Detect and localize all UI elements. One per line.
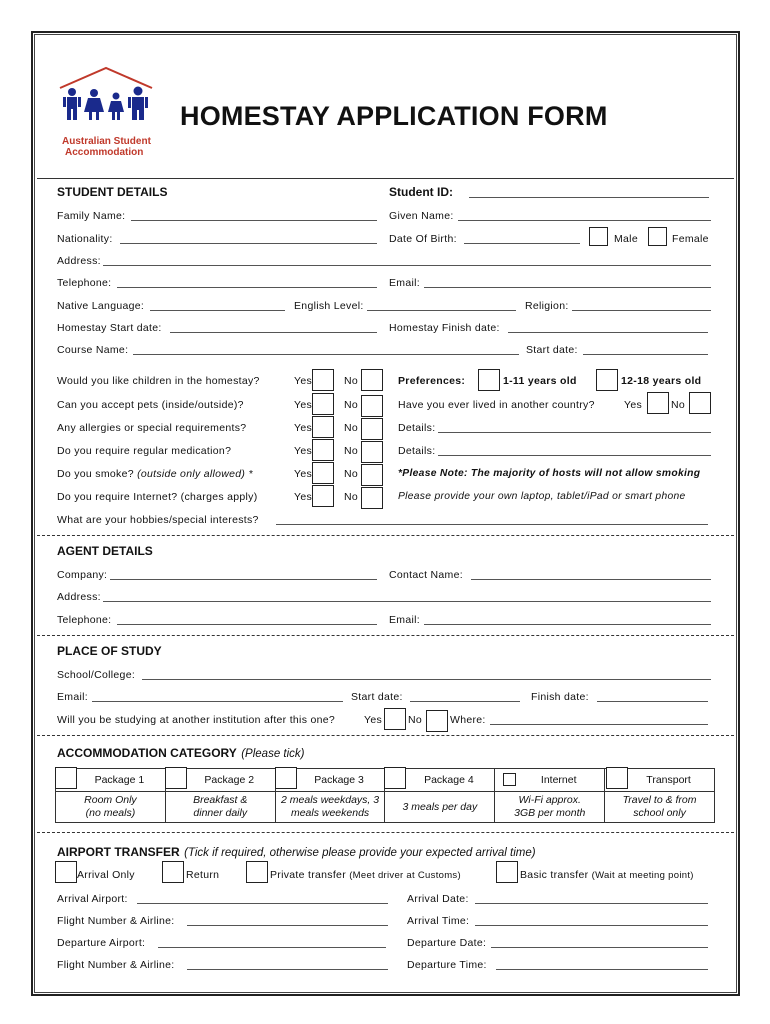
homestay-start-label: Homestay Start date: (57, 322, 162, 334)
family-name-field[interactable] (131, 220, 377, 221)
given-name-field[interactable] (458, 220, 711, 221)
package-3-desc (275, 792, 385, 823)
another-institution-question: Will you be studying at another institution after this one? (57, 714, 336, 726)
arrival-only-checkbox[interactable] (55, 861, 77, 883)
basic-transfer-text: Basic transfer (520, 869, 589, 881)
no-label: No (344, 468, 359, 480)
private-transfer-checkbox[interactable] (246, 861, 268, 883)
transport-cell[interactable] (605, 769, 715, 792)
arrival-date-label: Arrival Date: (407, 893, 469, 905)
internet-yes-checkbox[interactable] (312, 485, 334, 507)
course-start-label: Start date: (526, 344, 578, 356)
section-title-accommodation (57, 744, 305, 762)
private-transfer-label (270, 869, 461, 881)
package-3-label: Package 3 (314, 774, 364, 786)
agent-company-field[interactable] (110, 579, 377, 580)
course-name-field[interactable] (133, 354, 519, 355)
internet-cell[interactable] (495, 769, 605, 792)
allergies-yes-checkbox[interactable] (312, 416, 334, 438)
package-4-checkbox[interactable] (384, 767, 406, 789)
divider (37, 178, 734, 179)
hobbies-label: What are your hobbies/special interests? (57, 514, 259, 526)
section-title-study: PLACE OF STUDY (57, 644, 162, 658)
question-smoke-note: (outside only allowed) * (137, 468, 253, 480)
question-smoke (57, 468, 253, 480)
logo (58, 66, 154, 161)
section-title-agent: AGENT DETAILS (57, 544, 153, 558)
pets-no-checkbox[interactable] (361, 395, 383, 417)
internet-no-checkbox[interactable] (361, 487, 383, 509)
package-2-label: Package 2 (204, 774, 255, 786)
private-transfer-text: Private transfer (270, 869, 346, 881)
agent-email-field[interactable] (424, 624, 711, 625)
package-4-label: Package 4 (424, 774, 474, 786)
telephone-field[interactable] (117, 287, 377, 288)
yes-label: Yes (294, 399, 313, 411)
family-name-label: Family Name: (57, 210, 126, 222)
package-1-label: Package 1 (94, 774, 145, 786)
dob-field[interactable] (464, 243, 580, 244)
where-label: Where: (450, 714, 486, 726)
homestay-finish-field[interactable] (508, 332, 708, 333)
no-label: No (344, 445, 359, 457)
package-4-desc-line1: 3 meals per day (402, 800, 478, 813)
nationality-label: Nationality: (57, 233, 113, 245)
divider (37, 635, 734, 636)
question-allergies: Any allergies or special requirements? (57, 422, 247, 434)
yes-label: Yes (294, 445, 313, 457)
no-label: No (344, 399, 359, 411)
yes-label: Yes (294, 491, 313, 503)
internet-checkbox[interactable] (503, 773, 516, 786)
lived-no-checkbox[interactable] (689, 392, 711, 414)
agent-telephone-label: Telephone: (57, 614, 112, 626)
section-title-student: STUDENT DETAILS (57, 185, 168, 199)
allergies-no-checkbox[interactable] (361, 418, 383, 440)
study-start-label: Start date: (351, 691, 403, 703)
native-language-label: Native Language: (57, 300, 145, 312)
native-language-field[interactable] (150, 310, 285, 311)
package-2-desc (165, 792, 275, 823)
medication-details-field[interactable] (438, 455, 711, 456)
email-field[interactable] (424, 287, 711, 288)
arrival-airport-field[interactable] (137, 903, 388, 904)
address-field[interactable] (103, 265, 711, 266)
agent-address-field[interactable] (103, 601, 711, 602)
agent-telephone-field[interactable] (117, 624, 377, 625)
airport-note: (Tick if required, otherwise please provide your expected arrival time) (184, 847, 536, 859)
smoke-no-checkbox[interactable] (361, 464, 383, 486)
study-email-label: Email: (57, 691, 88, 703)
yes-label: Yes (624, 399, 643, 411)
agent-contact-field[interactable] (471, 579, 711, 580)
course-name-label: Course Name: (57, 344, 129, 356)
package-1-checkbox[interactable] (55, 767, 77, 789)
pref-2-label: 12-18 years old (621, 375, 702, 387)
address-label: Address: (57, 255, 101, 267)
basic-transfer-checkbox[interactable] (496, 861, 518, 883)
agent-address-label: Address: (57, 591, 101, 603)
student-id-label: Student ID: (389, 185, 453, 199)
study-start-field[interactable] (410, 701, 520, 702)
study-finish-field[interactable] (597, 701, 708, 702)
telephone-label: Telephone: (57, 277, 112, 289)
package-2-desc-line2: dinner daily (193, 807, 248, 819)
yes-label: Yes (294, 422, 313, 434)
flight-arrival-label: Flight Number & Airline: (57, 915, 175, 927)
accommodation-note: (Please tick) (241, 748, 305, 760)
nationality-field[interactable] (120, 243, 377, 244)
package-1-desc-line1: Room Only (84, 794, 137, 806)
package-2-cell[interactable] (165, 769, 275, 792)
english-level-label: English Level: (294, 300, 364, 312)
hobbies-field[interactable] (276, 524, 708, 525)
female-label: Female (672, 233, 709, 245)
transport-desc-line2: school only (633, 807, 686, 819)
question-lived: Have you ever lived in another country? (398, 399, 595, 411)
package-3-desc-line2: meals weekends (290, 807, 370, 819)
no-label: No (671, 399, 686, 411)
return-checkbox[interactable] (162, 861, 184, 883)
package-1-desc-line2: (no meals) (85, 807, 136, 819)
agent-company-label: Company: (57, 569, 108, 581)
yes-label: Yes (294, 375, 313, 387)
package-table (55, 768, 715, 823)
divider (37, 535, 734, 536)
arrival-only-label: Arrival Only (77, 869, 135, 881)
transport-desc-line1: Travel to & from (622, 794, 697, 806)
airport-title: AIRPORT TRANSFER (57, 845, 180, 859)
medication-no-checkbox[interactable] (361, 441, 383, 463)
divider (37, 832, 734, 833)
homestay-start-field[interactable] (170, 332, 377, 333)
departure-date-label: Departure Date: (407, 937, 487, 949)
lived-yes-checkbox[interactable] (647, 392, 669, 414)
basic-transfer-note: (Wait at meeting point) (591, 870, 694, 881)
school-label: School/College: (57, 669, 136, 681)
package-2-checkbox[interactable] (165, 767, 187, 789)
return-label: Return (186, 869, 220, 881)
email-label: Email: (389, 277, 420, 289)
flight-departure-field[interactable] (187, 969, 388, 970)
medication-details-label: Details: (398, 445, 436, 457)
arrival-time-label: Arrival Time: (407, 915, 470, 927)
yes-label: Yes (364, 714, 383, 726)
children-no-checkbox[interactable] (361, 369, 383, 391)
flight-departure-label: Flight Number & Airline: (57, 959, 175, 971)
question-pets: Can you accept pets (inside/outside)? (57, 399, 244, 411)
allergies-details-field[interactable] (438, 432, 711, 433)
male-label: Male (614, 233, 638, 245)
dob-label: Date Of Birth: (389, 233, 457, 245)
student-id-field[interactable] (469, 197, 709, 198)
course-start-field[interactable] (583, 354, 708, 355)
package-3-cell[interactable] (275, 769, 385, 792)
logo-text-line1: Australian Student (62, 136, 151, 147)
arrival-date-field[interactable] (475, 903, 708, 904)
divider (37, 735, 734, 736)
arrival-time-field[interactable] (475, 925, 708, 926)
departure-time-label: Departure Time: (407, 959, 487, 971)
study-email-field[interactable] (92, 701, 343, 702)
basic-transfer-label (520, 869, 694, 881)
children-yes-checkbox[interactable] (312, 369, 334, 391)
internet-desc-line2: 3GB per month (514, 807, 586, 819)
page-title: HOMESTAY APPLICATION FORM (180, 101, 608, 131)
school-field[interactable] (142, 679, 711, 680)
section-title-airport (57, 843, 536, 861)
english-level-field[interactable] (367, 310, 516, 311)
another-no-checkbox[interactable] (426, 710, 448, 732)
question-smoke-text: Do you smoke? (57, 468, 134, 480)
female-checkbox[interactable] (648, 227, 667, 246)
pets-yes-checkbox[interactable] (312, 393, 334, 415)
internet-desc (495, 792, 605, 823)
smoke-yes-checkbox[interactable] (312, 462, 334, 484)
smoking-note: *Please Note: The majority of hosts will not allow smoking (398, 468, 701, 479)
accommodation-title: ACCOMMODATION CATEGORY (57, 746, 237, 760)
private-transfer-note: (Meet driver at Customs) (349, 870, 461, 881)
package-4-cell[interactable] (385, 769, 495, 792)
question-internet: Do you require Internet? (charges apply) (57, 491, 258, 503)
no-label: No (408, 714, 423, 726)
no-label: No (344, 375, 359, 387)
religion-label: Religion: (525, 300, 569, 312)
question-medication: Do you require regular medication? (57, 445, 232, 457)
flight-arrival-field[interactable] (187, 925, 388, 926)
departure-date-field[interactable] (491, 947, 708, 948)
package-3-checkbox[interactable] (275, 767, 297, 789)
question-children: Would you like children in the homestay? (57, 375, 260, 387)
male-checkbox[interactable] (589, 227, 608, 246)
transport-desc (605, 792, 715, 823)
homestay-finish-label: Homestay Finish date: (389, 322, 500, 334)
laptop-note: Please provide your own laptop, tablet/iPad or smart phone (398, 491, 686, 502)
package-4-desc (385, 792, 495, 823)
departure-time-field[interactable] (496, 969, 708, 970)
no-label: No (344, 422, 359, 434)
package-2-desc-line1: Breakfast & (193, 794, 248, 806)
given-name-label: Given Name: (389, 210, 454, 222)
agent-email-label: Email: (389, 614, 420, 626)
package-1-desc (56, 792, 166, 823)
agent-contact-label: Contact Name: (389, 569, 463, 581)
internet-desc-line1: Wi-Fi approx. (518, 794, 581, 806)
departure-airport-label: Departure Airport: (57, 937, 146, 949)
pref-1-label: 1-11 years old (503, 375, 577, 387)
yes-label: Yes (294, 468, 313, 480)
allergies-details-label: Details: (398, 422, 436, 434)
another-yes-checkbox[interactable] (384, 708, 406, 730)
departure-airport-field[interactable] (158, 947, 386, 948)
pref-2-checkbox[interactable] (596, 369, 618, 391)
transport-label: Transport (646, 774, 691, 786)
logo-icon (58, 66, 154, 128)
no-label: No (344, 491, 359, 503)
arrival-airport-label: Arrival Airport: (57, 893, 128, 905)
study-finish-label: Finish date: (531, 691, 589, 703)
logo-text-line2: Accommodation (65, 147, 144, 158)
package-3-desc-line1: 2 meals weekdays, 3 (281, 794, 380, 806)
transport-checkbox[interactable] (606, 767, 628, 789)
medication-yes-checkbox[interactable] (312, 439, 334, 461)
package-1-cell[interactable] (56, 769, 166, 792)
internet-label: Internet (540, 774, 577, 786)
religion-field[interactable] (572, 310, 711, 311)
where-field[interactable] (490, 724, 708, 725)
preferences-label: Preferences: (398, 375, 466, 387)
pref-1-checkbox[interactable] (478, 369, 500, 391)
